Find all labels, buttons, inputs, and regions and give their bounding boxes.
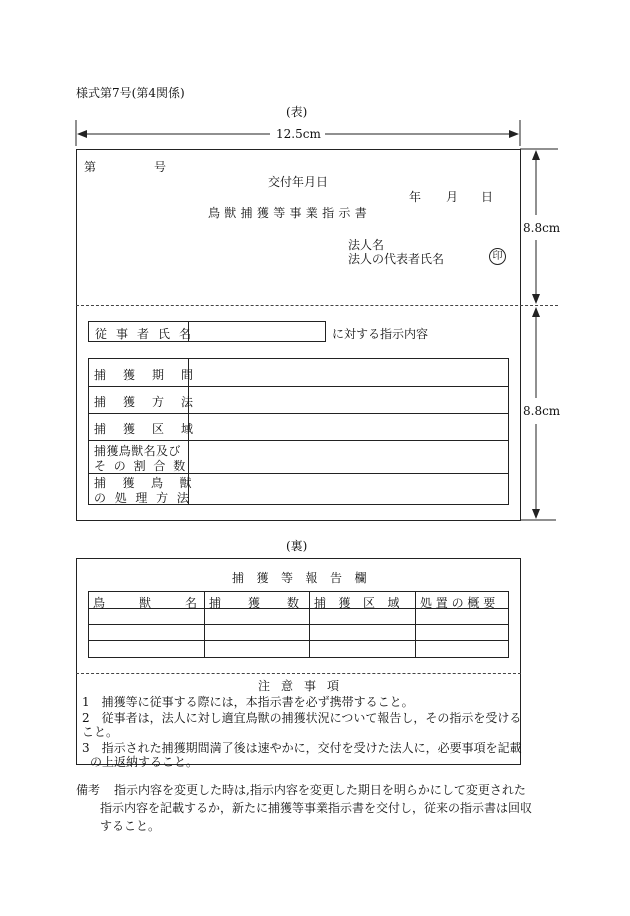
- notes-title: 注意事項: [258, 679, 351, 693]
- width-dimension-label: 12.5cm: [276, 127, 321, 141]
- row-label-disposal-line2: の処理方法: [94, 491, 198, 505]
- cut-line-dashed: [76, 305, 558, 306]
- report-col-summary: 処置の概要: [420, 596, 500, 610]
- remarks-line-3: すること。: [100, 819, 161, 833]
- row-label-capture-period: 捕獲期間: [94, 368, 211, 382]
- remarks-label: 備考: [76, 783, 101, 797]
- corp-name-label: 法人名: [348, 238, 385, 252]
- report-section-title: 捕獲等報告欄: [232, 571, 380, 585]
- height-bottom-dimension-label: 8.8cm: [523, 404, 561, 418]
- worker-name-label: 従事者氏名: [95, 327, 201, 341]
- row-label-capture-method: 捕獲方法: [94, 395, 211, 409]
- form-number-label: 様式第7号(第4関係): [76, 86, 185, 100]
- row-line-2: [88, 413, 509, 414]
- date-day: 日: [481, 190, 494, 204]
- height-top-dimension-label: 8.8cm: [523, 221, 561, 235]
- front-side-label: (表): [286, 105, 308, 119]
- remarks-line-2: 指示内容を記載するか，新たに捕獲等事業指示書を交付し，従来の指示書は回収: [100, 801, 533, 815]
- notes-dashed-separator: [76, 673, 521, 674]
- back-side-label: (裏): [286, 539, 308, 553]
- row-label-disposal-line1: 捕獲鳥獣: [94, 476, 209, 490]
- note-line-3-cont: の上返納すること。: [90, 755, 199, 769]
- seal-mark: 印: [489, 248, 506, 265]
- remarks-line-1: 指示内容を変更した時は,指示内容を変更した期日を明らかにして変更された: [114, 783, 526, 797]
- report-row-line-2: [88, 624, 509, 625]
- date-month: 月: [446, 190, 459, 204]
- row-line-3: [88, 440, 509, 441]
- date-year: 年: [409, 190, 422, 204]
- row-label-species-line2: その割合数: [94, 459, 194, 473]
- back-form-frame: [76, 558, 521, 765]
- row-label-species-line1: 捕獲鳥獣名及び: [94, 444, 181, 458]
- report-row-line-3: [88, 640, 509, 641]
- note-line-3: 3 指示された捕獲期間満了後は速やかに，交付を受けた法人に，必要事項を記載: [82, 741, 522, 755]
- note-line-2-cont: こと。: [82, 725, 119, 739]
- instruction-suffix: に対する指示内容: [332, 327, 429, 341]
- note-line-2: 2 従事者は，法人に対し適宜鳥獣の捕獲状況について報告し，その指示を受ける: [82, 711, 522, 725]
- note-line-1: 1 捕獲等に従事する際には，本指示書を必ず携帯すること。: [82, 695, 414, 709]
- report-col-count: 捕獲数: [209, 596, 327, 610]
- issue-date-label: 交付年月日: [268, 175, 329, 189]
- number-prefix: 第: [84, 160, 97, 174]
- document-title: 鳥獣捕獲等事業指示書: [208, 206, 372, 220]
- row-line-1: [88, 386, 509, 387]
- corp-rep-label: 法人の代表者氏名: [348, 252, 445, 266]
- report-col-area: 捕獲区域: [314, 596, 413, 610]
- number-suffix: 号: [154, 160, 167, 174]
- row-label-capture-area: 捕獲区域: [94, 422, 211, 436]
- report-col-species: 鳥獣名: [93, 596, 232, 610]
